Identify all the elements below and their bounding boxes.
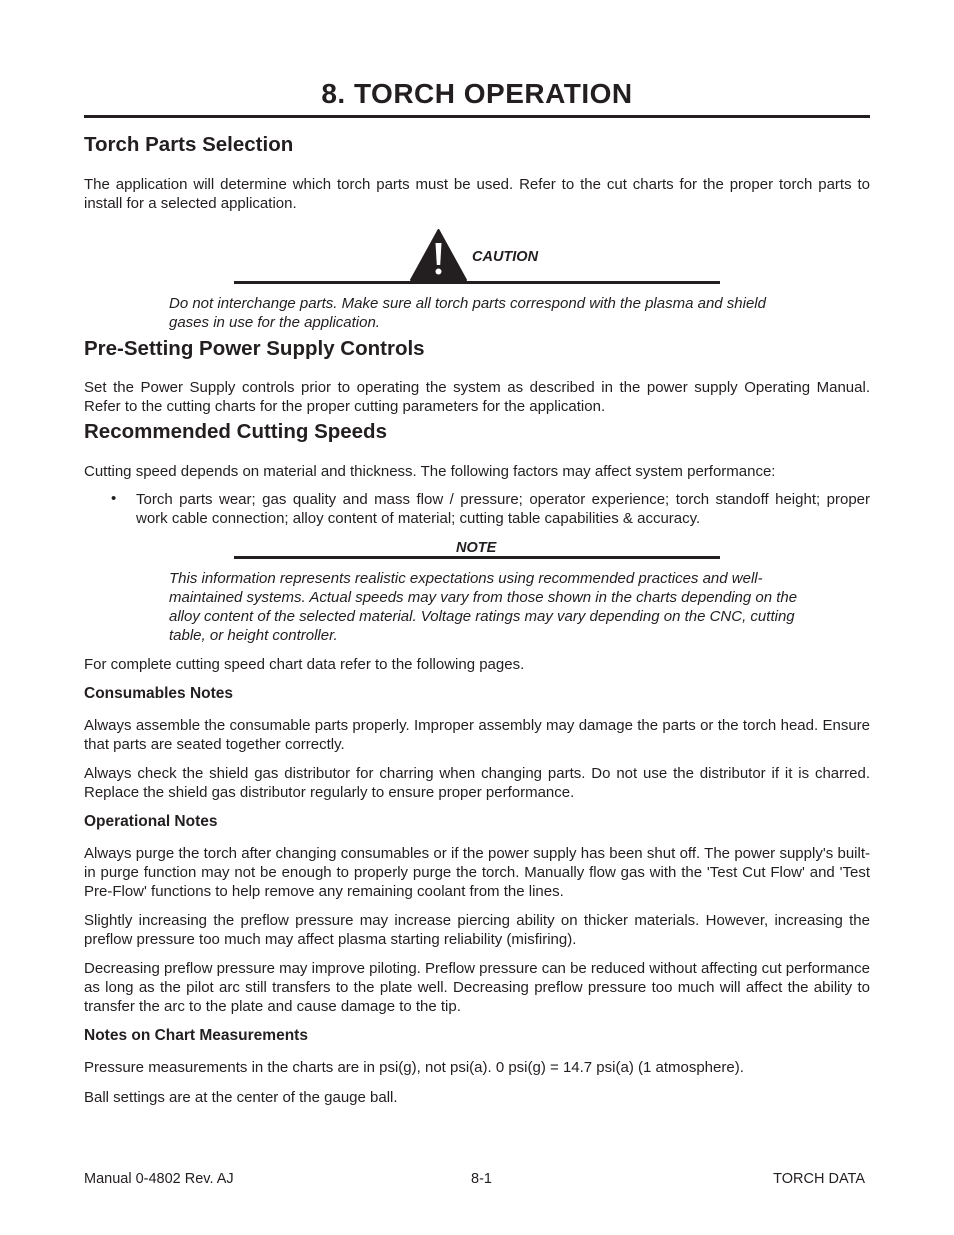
heading-torch-parts-selection: Torch Parts Selection (84, 133, 294, 156)
presetting-paragraph: Set the Power Supply controls prior to operating the system as described in the power supply Operating Manual. Refer to the cutting charts for the proper cutting parameters for the application. (84, 379, 870, 415)
heading-chart-measurements: Notes on Chart Measurements (84, 1027, 308, 1044)
torch-parts-paragraph: The application will determine which torch parts must be used. Refer to the cut charts for the proper torch parts to install for a selected application. (84, 176, 870, 212)
chart-measurements-paragraph-1: Pressure measurements in the charts are in psi(g), not psi(a). 0 psi(g) = 14.7 psi(a) (1 atmosphere). (84, 1059, 744, 1076)
caution-rule (234, 281, 720, 284)
chart-reference-paragraph: For complete cutting speed chart data refer to the following pages. (84, 656, 525, 673)
bullet-marker: • (111, 490, 117, 507)
page-title: 8. TORCH OPERATION (321, 78, 633, 109)
footer-page-number: 8-1 (471, 1171, 492, 1187)
heading-cutting-speeds: Recommended Cutting Speeds (84, 420, 387, 443)
operational-paragraph-2: Slightly increasing the preflow pressure may increase piercing ability on thicker materials. However, increasing the preflow pressure too much may affect plasma starting reliability (misfiring). (84, 912, 870, 948)
caution-text: Do not interchange parts. Make sure all torch parts correspond with the plasma and shield gases in use for the application. (169, 295, 766, 331)
footer-section-name: TORCH DATA (773, 1171, 865, 1187)
consumables-paragraph-2: Always check the shield gas distributor for charring when changing parts. Do not use the distributor if it is charred. Replace the shield gas distributor regularly to ensure proper performance. (84, 765, 870, 801)
operational-paragraph-3: Decreasing preflow pressure may improve piloting. Preflow pressure can be reduced without affecting cut performance as long as the pilot arc still transfers to the plate well. Decreasing preflow pressure too much will affect the ability to transfer the arc to the plate and cause damage to the tip. (84, 960, 870, 1015)
heading-operational-notes: Operational Notes (84, 813, 218, 830)
operational-paragraph-1: Always purge the torch after changing consumables or if the power supply has been shut off. The power supply's built-in purge function may not be enough to properly purge the torch. Manually flow gas with the 'Test Cut Flow' and 'Test Pre-Flow' functions to help remove any remaining coolant from the lines. (84, 845, 870, 900)
chart-measurements-paragraph-2: Ball settings are at the center of the gauge ball. (84, 1089, 398, 1106)
note-rule (234, 556, 720, 559)
caution-label: CAUTION (472, 249, 539, 265)
bullet-item-factors: Torch parts wear; gas quality and mass flow / pressure; operator experience; torch standoff height; proper work cable connection; alloy content of material; cutting table capabilities & accuracy. (136, 491, 870, 527)
title-rule (84, 115, 870, 118)
note-text: This information represents realistic expectations using recommended practices and well-maintained systems. Actual speeds may vary from those shown in the charts depending on the alloy content of the selected material. Voltage ratings may vary depending on the CNC, cutting table, or height controller. (169, 570, 798, 644)
note-label: NOTE (456, 540, 497, 556)
heading-presetting-controls: Pre-Setting Power Supply Controls (84, 337, 425, 360)
cutting-speeds-paragraph: Cutting speed depends on material and thickness. The following factors may affect system performance: (84, 463, 776, 480)
consumables-paragraph-1: Always assemble the consumable parts properly. Improper assembly may damage the parts or the torch head. Ensure that parts are seated together correctly. (84, 717, 870, 753)
heading-consumables-notes: Consumables Notes (84, 685, 234, 702)
footer-manual-revision: Manual 0-4802 Rev. AJ (84, 1171, 234, 1187)
warning-triangle-icon (410, 229, 467, 281)
